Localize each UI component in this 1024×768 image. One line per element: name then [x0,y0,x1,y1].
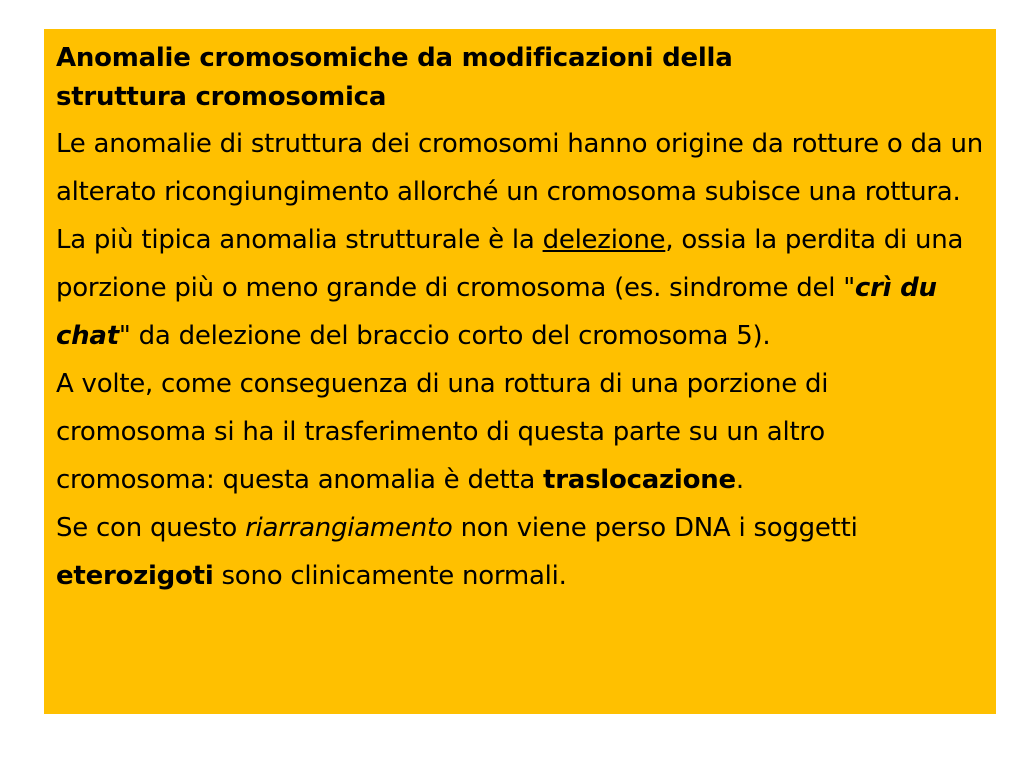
paragraph-2-after: " da delezione del braccio corto del cromosoma 5). [118,321,771,351]
content-text-box [44,29,996,714]
paragraph-structural-anomalies [56,120,984,216]
paragraph-3-after: . [735,465,744,495]
rearrangement-term: riarrangiamento [245,513,453,543]
paragraph-deletion [56,216,984,360]
paragraph-rearrangement [56,504,984,600]
paragraph-translocation [56,360,984,504]
paragraph-4-after: sono clinicamente normali. [213,561,567,591]
title-line-2: struttura cromosomica [56,82,387,112]
deletion-term: delezione [542,225,666,255]
paragraph-2-middle: , ossia la perdita di una porzione più o meno grande di cromosoma (es. sindrome del " [56,225,964,303]
cri-du-chat-term: crì du chat [56,273,937,351]
paragraph-3-before: A volte, come conseguenza di una rottura di una porzione di cromosoma si ha il trasferimento di questa parte su un altro cromosoma: questa anomalia è detta [56,369,829,495]
paragraph-4-middle: non viene perso DNA i soggetti [452,513,858,543]
title-line-1: Anomalie cromosomiche da modificazioni della [56,43,733,73]
heterozygotes-term: eterozigoti [56,561,214,591]
paragraph-2-before: La più tipica anomalia strutturale è la [56,225,543,255]
paragraph-1-text: Le anomalie di struttura dei cromosomi hanno origine da rotture o da un alterato ricongiungimento allorché un cromosoma subisce una rottura. [56,129,983,207]
paragraph-4-before: Se con questo [56,513,246,543]
slide-title [56,39,984,117]
translocation-term: traslocazione [543,465,736,495]
